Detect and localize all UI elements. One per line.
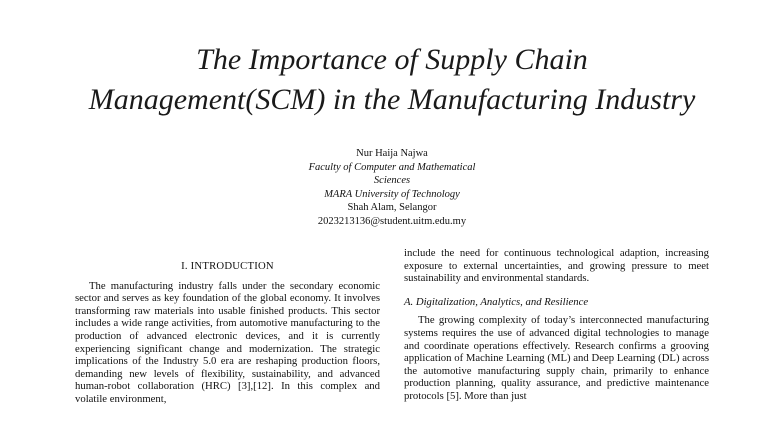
paper-title [0, 40, 784, 120]
title-line-1: The Importance of Supply Chain [196, 43, 588, 76]
left-column [75, 260, 380, 406]
author-faculty-line-2: Sciences [373, 175, 411, 186]
right-column [404, 247, 709, 403]
title-line-2: Management(SCM) in the Manufacturing Industry [88, 83, 696, 116]
author-block [242, 147, 542, 228]
section-heading-introduction: I. INTRODUCTION [181, 260, 274, 272]
subsection-paragraph: The growing complexity of today’s interconnected manufacturing systems requires the use of advanced digital technologies to manage and coordinate operations effectively. Research confirms a grooving application of Machine Learning (ML) and Deep Learning (DL) across the automotive manufacturing supply chain, primarily to enhance production planning, quality assurance, and predictive maintenance protocols [5]. More than just [404, 314, 709, 402]
author-name: Nur Haija Najwa [356, 148, 428, 159]
author-university: MARA University of Technology [324, 188, 460, 200]
author-email: 2023213136@student.uitm.edu.my [317, 215, 467, 227]
subsection-heading: A. Digitalization, Analytics, and Resilience [404, 295, 589, 308]
author-faculty-line-1: Faculty of Computer and Mathematical [308, 161, 476, 173]
author-location: Shah Alam, Selangor [347, 202, 437, 213]
continuation-paragraph: include the need for continuous technological adaption, increasing exposure to external uncertainties, and growing pressure to meet sustainability and environmental standards. [404, 247, 709, 285]
introduction-paragraph: The manufacturing industry falls under the secondary economic sector and serves as key foundation of the global economy. It involves transforming raw materials into usable finished products. This sector includes a wide range activities, from automotive manufacturing to the production of advanced electronic devices, and it is currently experiencing significant change and modernization. The strategic implications of the Industry 5.0 era are reshaping production floors, demanding new levels of flexibility, sustainability, and advanced human-robot collaboration (HRC) [3],[12]. In this complex and volatile environment, [75, 279, 380, 405]
